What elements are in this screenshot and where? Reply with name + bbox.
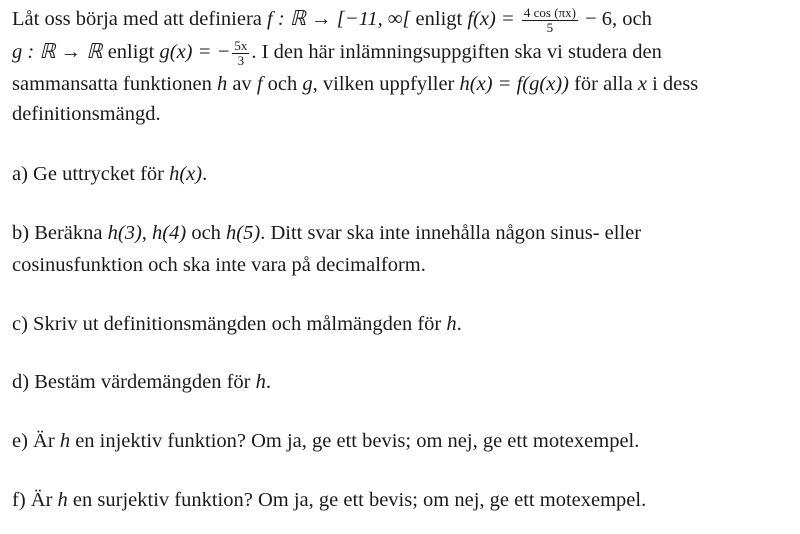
math-h: h <box>446 313 457 335</box>
composition-formula: h(x) = f(g(x)) <box>459 73 569 95</box>
question-text: , <box>141 222 153 244</box>
question-text: . <box>202 163 208 185</box>
question-text: . <box>265 371 272 393</box>
question-b <box>12 218 641 248</box>
question-text: . Ditt svar ska inte innehålla någon sinus- eller <box>260 222 642 244</box>
question-f <box>12 485 646 515</box>
intro-text: enligt <box>102 41 160 63</box>
intro-text: enligt <box>410 8 468 30</box>
question-text: en surjektiv funktion? Om ja, ge ett bevis; om nej, ge ett motexempel. <box>67 489 647 511</box>
math-x: x <box>637 73 647 95</box>
math-h3: h(3) <box>107 222 142 244</box>
f-definition-lhs: f(x) = <box>467 8 520 30</box>
question-c <box>12 309 462 339</box>
math-h: h <box>216 73 228 95</box>
intro-text: . I den här inlämningsuppgiften ska vi studera den <box>251 41 662 63</box>
g-denominator: 3 <box>237 52 245 68</box>
intro-text: definitionsmängd. <box>12 103 161 125</box>
intro-line-4 <box>12 99 161 129</box>
intro-text: i dess <box>646 73 699 95</box>
intro-line-2 <box>12 37 662 68</box>
question-text: och <box>186 222 227 244</box>
g-fraction <box>232 39 249 68</box>
math-f: f <box>256 73 263 95</box>
f-numerator: 4 cos (πx) <box>523 4 576 20</box>
question-e <box>12 426 639 456</box>
question-text: e) Är <box>12 430 60 452</box>
g-signature: g : ℝ → ℝ <box>12 41 103 63</box>
question-text: en injektiv funktion? Om ja, ge ett bevis; om nej, ge ett motexempel. <box>70 430 640 452</box>
question-a <box>12 159 207 189</box>
question-text: d) Bestäm värdemängden för <box>12 371 256 393</box>
question-d <box>12 367 271 397</box>
intro-text: sammansatta funktionen <box>12 73 217 95</box>
f-fraction <box>522 6 578 35</box>
math-hx: h(x) <box>169 163 203 185</box>
intro-line-3 <box>12 69 698 99</box>
intro-text: , vilken uppfyller <box>312 73 460 95</box>
math-h: h <box>255 371 266 393</box>
g-definition-lhs: g(x) = − <box>159 41 231 63</box>
question-text: a) Ge uttrycket för <box>12 163 170 185</box>
intro-text: av <box>227 73 257 95</box>
math-h: h <box>57 489 68 511</box>
intro-text: och <box>262 73 303 95</box>
math-h4: h(4) <box>152 222 187 244</box>
intro-text: Låt oss börja med att definiera <box>12 8 268 30</box>
intro-line-1 <box>12 4 652 35</box>
question-text: cosinusfunktion och ska inte vara på decimalform. <box>12 254 426 276</box>
question-text: c) Skriv ut definitionsmängden och målmängden för <box>12 313 447 335</box>
g-numerator: 5x <box>234 37 248 53</box>
intro-text: för alla <box>568 73 638 95</box>
f-signature: f : ℝ → [−11, ∞[ <box>267 8 411 30</box>
question-text: . <box>456 313 462 335</box>
question-text: b) Beräkna <box>12 222 108 244</box>
f-denominator: 5 <box>546 19 554 35</box>
math-h: h <box>59 430 71 452</box>
question-text: f) Är <box>12 489 58 511</box>
intro-text: − 6, och <box>579 8 652 30</box>
question-b-line-2 <box>12 250 426 280</box>
math-g: g <box>302 73 313 95</box>
math-h5: h(5) <box>226 222 261 244</box>
